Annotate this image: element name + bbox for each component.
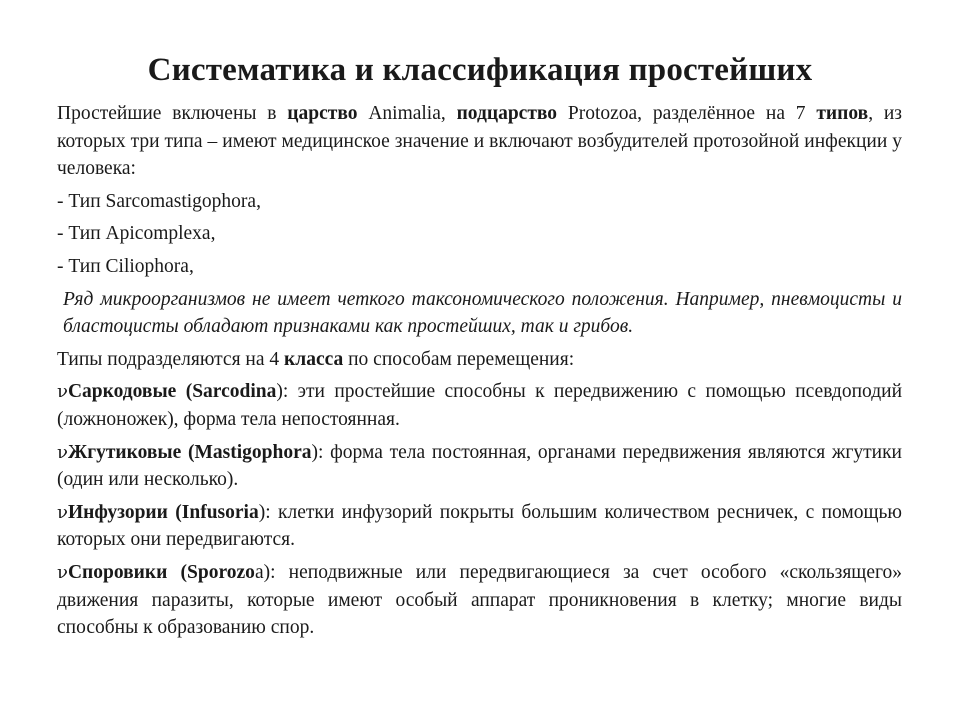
type-item: - Тип Ciliophora,	[57, 255, 194, 277]
bullet-marker-icon: ν	[57, 501, 68, 523]
intro-bold-types: типов	[816, 103, 869, 124]
intro-text-3: Protozoa, разделённое на 7	[557, 103, 817, 124]
class-item-infusoria	[57, 499, 902, 554]
type-item: - Тип Apicomplexa,	[57, 223, 216, 245]
slide-content	[57, 100, 902, 647]
intro-bold-kingdom: царство	[287, 103, 358, 124]
class-item-mastigophora	[57, 439, 902, 494]
class-description: ): форма тела постоянная, органами передвижения являются жгутики (один или несколько).	[57, 441, 902, 491]
bullet-marker-icon: ν	[57, 561, 68, 583]
slide-title: Систематика и классификация простейших	[147, 52, 813, 88]
class-item-sarcodina	[57, 378, 902, 433]
class-name: Инфузории (Infusoria	[67, 501, 259, 523]
bullet-marker-icon: ν	[57, 441, 68, 463]
classes-intro-text-1: Типы подразделяются на 4	[57, 348, 285, 370]
class-name: Саркодовые (Sarcodina	[67, 381, 277, 403]
type-item: - Тип Sarcomastigophora,	[57, 190, 261, 212]
class-name: Жгутиковые (Mastigophora	[67, 441, 312, 463]
intro-text-1: Простейшие включены в	[57, 103, 288, 124]
classes-intro-paragraph	[57, 346, 902, 374]
class-description: ): клетки инфузорий покрыты большим количеством ресничек, с помощью которых они передвигаются.	[57, 501, 902, 551]
intro-text-2: Animalia,	[357, 103, 457, 124]
bullet-marker-icon: ν	[57, 381, 68, 403]
classes-intro-bold: класса	[284, 348, 344, 370]
note-paragraph: Ряд микроорганизмов не имеет четкого таксономического положения. Например, пневмоцисты и бластоцисты обладают признаками как простейших, так и грибов.	[63, 288, 902, 338]
intro-bold-subkingdom: подцарство	[456, 103, 558, 124]
intro-paragraph	[57, 100, 902, 183]
class-item-sporozoa	[57, 559, 902, 642]
class-name: Споровики (Sporozo	[67, 561, 255, 583]
classes-intro-text-2: по способам перемещения:	[343, 348, 575, 370]
intro-text-4: , из которых три типа – имеют медицинское значение и включают возбудителей протозойной инфекции у человека:	[57, 103, 903, 180]
class-description: ): эти простейшие способны к передвижению с помощью псевдоподий (ложноножек), форма тела непостоянная.	[57, 381, 902, 430]
class-description: a): неподвижные или передвигающиеся за счет особого «скользящего» движения паразиты, которые имеют особый аппарат проникновения в клетку; многие виды способны к образованию спор.	[57, 561, 902, 639]
